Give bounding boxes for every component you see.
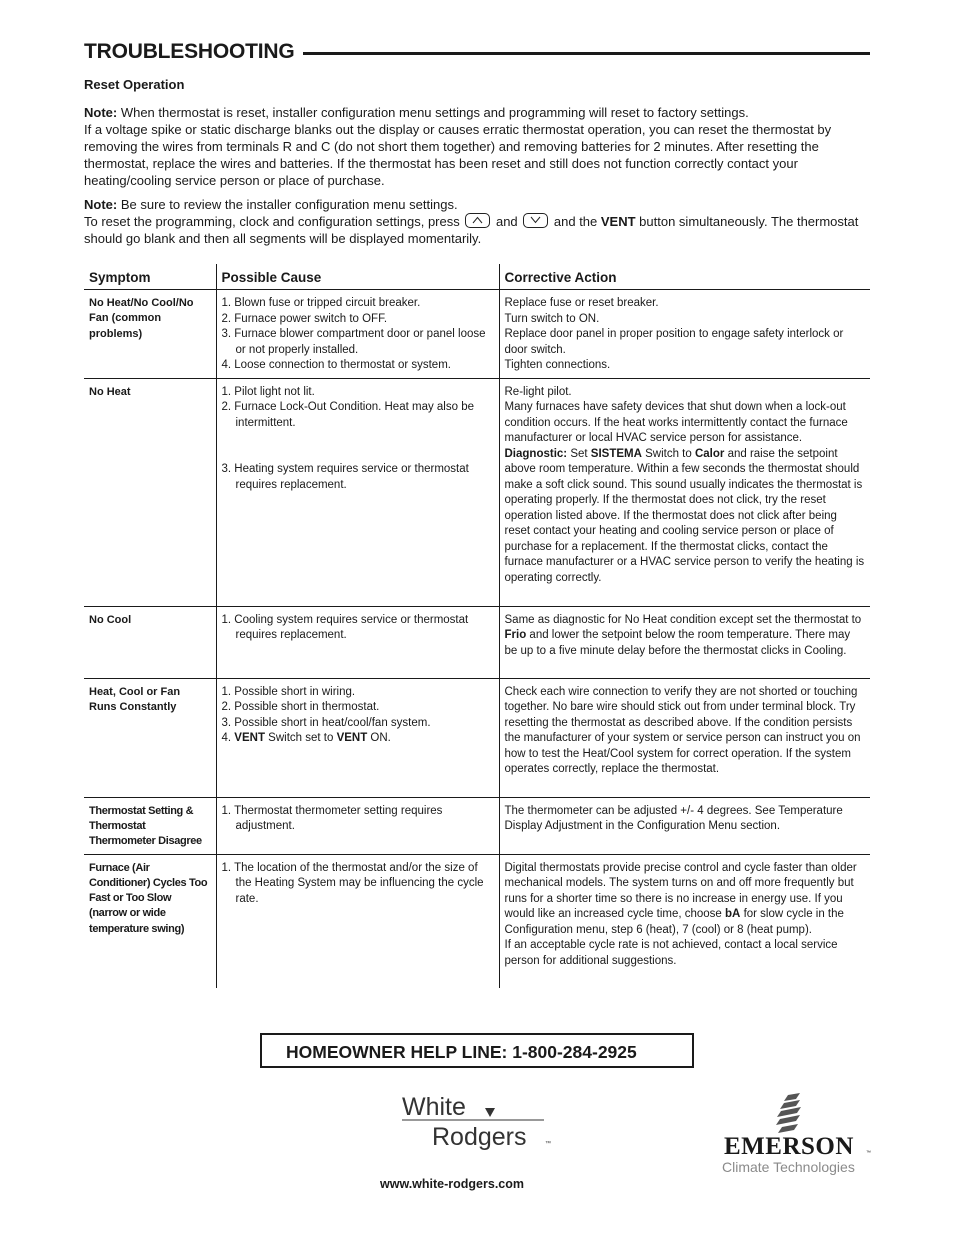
reset-instructions: To reset the programming, clock and configuration settings, press and and the VENT button simultaneously. The thermostat should go blank and then all segments will be displayed momentarily. (84, 214, 859, 246)
logo-line2: Rodgers (432, 1123, 527, 1150)
action-cell: Replace fuse or reset breaker. Turn switch to ON. Replace door panel in proper position to engage safety interlock or door switch. Tighten connections. (499, 290, 870, 379)
homeowner-helpline-box: HOMEOWNER HELP LINE: 1-800-284-2925 (260, 1033, 694, 1068)
page-title: TROUBLESHOOTING (84, 40, 295, 63)
table-row (84, 854, 870, 988)
symptom-cell: Heat, Cool or Fan Runs Constantly (84, 678, 216, 797)
symptom-cell: Furnace (Air Conditioner) Cycles Too Fast or Too Slow (narrow or wide temperature swing) (89, 861, 208, 935)
emerson-swirl-icon (776, 1093, 801, 1133)
action-cell: Re-light pilot. Many furnaces have safety devices that shut down when a lock-out condition occurs. If the heat works intermittently contact the furnace manufacturer or local HVAC service person for assistance. Diagnostic: Set SISTEMA Switch to Calor and raise the setpoint above room temperature. Within a few seconds the thermostat should make a soft click sound. This sound usually indicates the thermostat is operating properly. If the thermostat does not click, try the reset operation listed above. If the thermostat does not click after being reset contact your heating and cooling service person or place of purchase for a replacement. If the thermostat clicks, contact the furnace manufacturer or a HVAC service person to verify the heating is operating correctly. (499, 378, 870, 606)
heading-row (84, 38, 870, 66)
table-row (84, 678, 870, 797)
logo-triangle (485, 1108, 495, 1117)
cause-cell: 1. The location of the thermostat and/or the size of the Heating System may be influencing the cycle rate. (216, 854, 499, 988)
emerson-tm: ™ (866, 1150, 871, 1156)
action-cell: Check each wire connection to verify they are not shorted or touching together. No bare wire should stick out from under terminal block. Try resetting the thermostat as described above. If the condition persists the manufacturer of your system or service person can instruct you on how to test the Heat/Cool system for correct operation. If the system operates correctly, replace the thermostat. (499, 678, 870, 797)
reset-buttons-block (84, 196, 870, 247)
emerson-logo (718, 1090, 878, 1180)
emerson-tagline: Climate Technologies (722, 1159, 855, 1175)
cause-cell: 1. Blown fuse or tripped circuit breaker. 2. Furnace power switch to OFF. 3. Furnace blower compartment door or panel loose or not properly installed. 4. Loose connection to thermostat or system. (216, 290, 499, 379)
note-1: Note: When thermostat is reset, installer configuration menu settings and programming will reset to factory settings. (84, 105, 749, 120)
header-symptom: Symptom (84, 264, 216, 290)
symptom-cell: No Heat (84, 378, 216, 606)
table-header-row (84, 264, 870, 290)
action-cell: The thermometer can be adjusted +/- 4 degrees. See Temperature Display Adjustment in the Configuration Menu section. (499, 797, 870, 854)
heading-rule (303, 52, 871, 55)
symptom-cell: No Heat/No Cool/No Fan (common problems) (84, 290, 216, 379)
logo-line1: White (402, 1093, 466, 1121)
diagnostic-text: Diagnostic: Set SISTEMA Switch to Calor and raise the setpoint above room temperature. Within a few seconds the thermostat should make a soft click sound. This sound usually indicates the thermostat is operating properly. If the thermostat does not click, try the reset operation listed above. If the thermostat does not click after being reset contact your heating and cooling service person or place of purchase for a replacement. If the thermostat clicks, contact the furnace manufacturer or a HVAC service person to verify the heating is operating correctly. (504, 447, 865, 584)
action-cell: Digital thermostats provide precise control and cycle faster than older mechanical models. The system turns on and off more frequently but runs for a shorter time so there is no increase in energy use. If you would like an increased cycle time, choose bA for slow cycle in the Configuration menu, step 6 (heat), 7 (cool) or 8 (heat pump). If an acceptable cycle rate is not achieved, contact a local service person for additional suggestions. (499, 854, 870, 988)
emerson-name: EMERSON (724, 1133, 854, 1160)
symptom-cell: No Cool (84, 606, 216, 678)
emerson-logo-graphic (718, 1090, 878, 1180)
white-rodgers-logo (400, 1090, 560, 1150)
cause-cell: 1. Cooling system requires service or thermostat requires replacement. (216, 606, 499, 678)
troubleshooting-section (84, 38, 870, 988)
cause-cell: 1. Thermostat thermometer setting requires adjustment. (216, 797, 499, 854)
table-row (84, 378, 870, 606)
logo-tm: ™ (545, 1141, 551, 1147)
table-row (84, 290, 870, 379)
header-possible-cause: Possible Cause (216, 264, 499, 290)
cause-cell: 1. Pilot light not lit. 2. Furnace Lock-Out Condition. Heat may also be intermittent. 3. Heating system requires service or thermostat requires replacement. (216, 378, 499, 606)
reset-note-block (84, 104, 870, 189)
symptom-cell: Thermostat Setting & Thermostat Thermometer Disagree (84, 797, 216, 854)
action-cell: Same as diagnostic for No Heat condition except set the thermostat to Frio and lower the setpoint below the room temperature. There may be up to a five minute delay before the thermostat clicks in Cooling. (499, 606, 870, 678)
up-arrow-button-icon (465, 213, 490, 228)
white-rodgers-logo-graphic (400, 1090, 560, 1150)
troubleshooting-table (84, 264, 870, 988)
note-2: Note: Be sure to review the installer configuration menu settings. (84, 197, 458, 212)
reset-paragraph: If a voltage spike or static discharge blanks out the display or causes erratic thermostat operation, you can reset the thermostat by removing the wires from terminals R and C (do not short them together) and removing batteries for 2 minutes. After resetting the thermostat, replace the wires and batteries. If the thermostat has been reset and still does not function correctly contact your heating/cooling service person or place of purchase. (84, 122, 832, 188)
subheading: Reset Operation (84, 77, 185, 92)
down-arrow-button-icon (523, 213, 548, 228)
header-corrective-action: Corrective Action (499, 264, 870, 290)
cause-cell: 1. Possible short in wiring. 2. Possible short in thermostat. 3. Possible short in heat/cool/fan system. 4. VENT Switch set to VENT ON. (216, 678, 499, 797)
table-row (84, 606, 870, 678)
table-row (84, 797, 870, 854)
website-url: www.white-rodgers.com (380, 1177, 525, 1191)
